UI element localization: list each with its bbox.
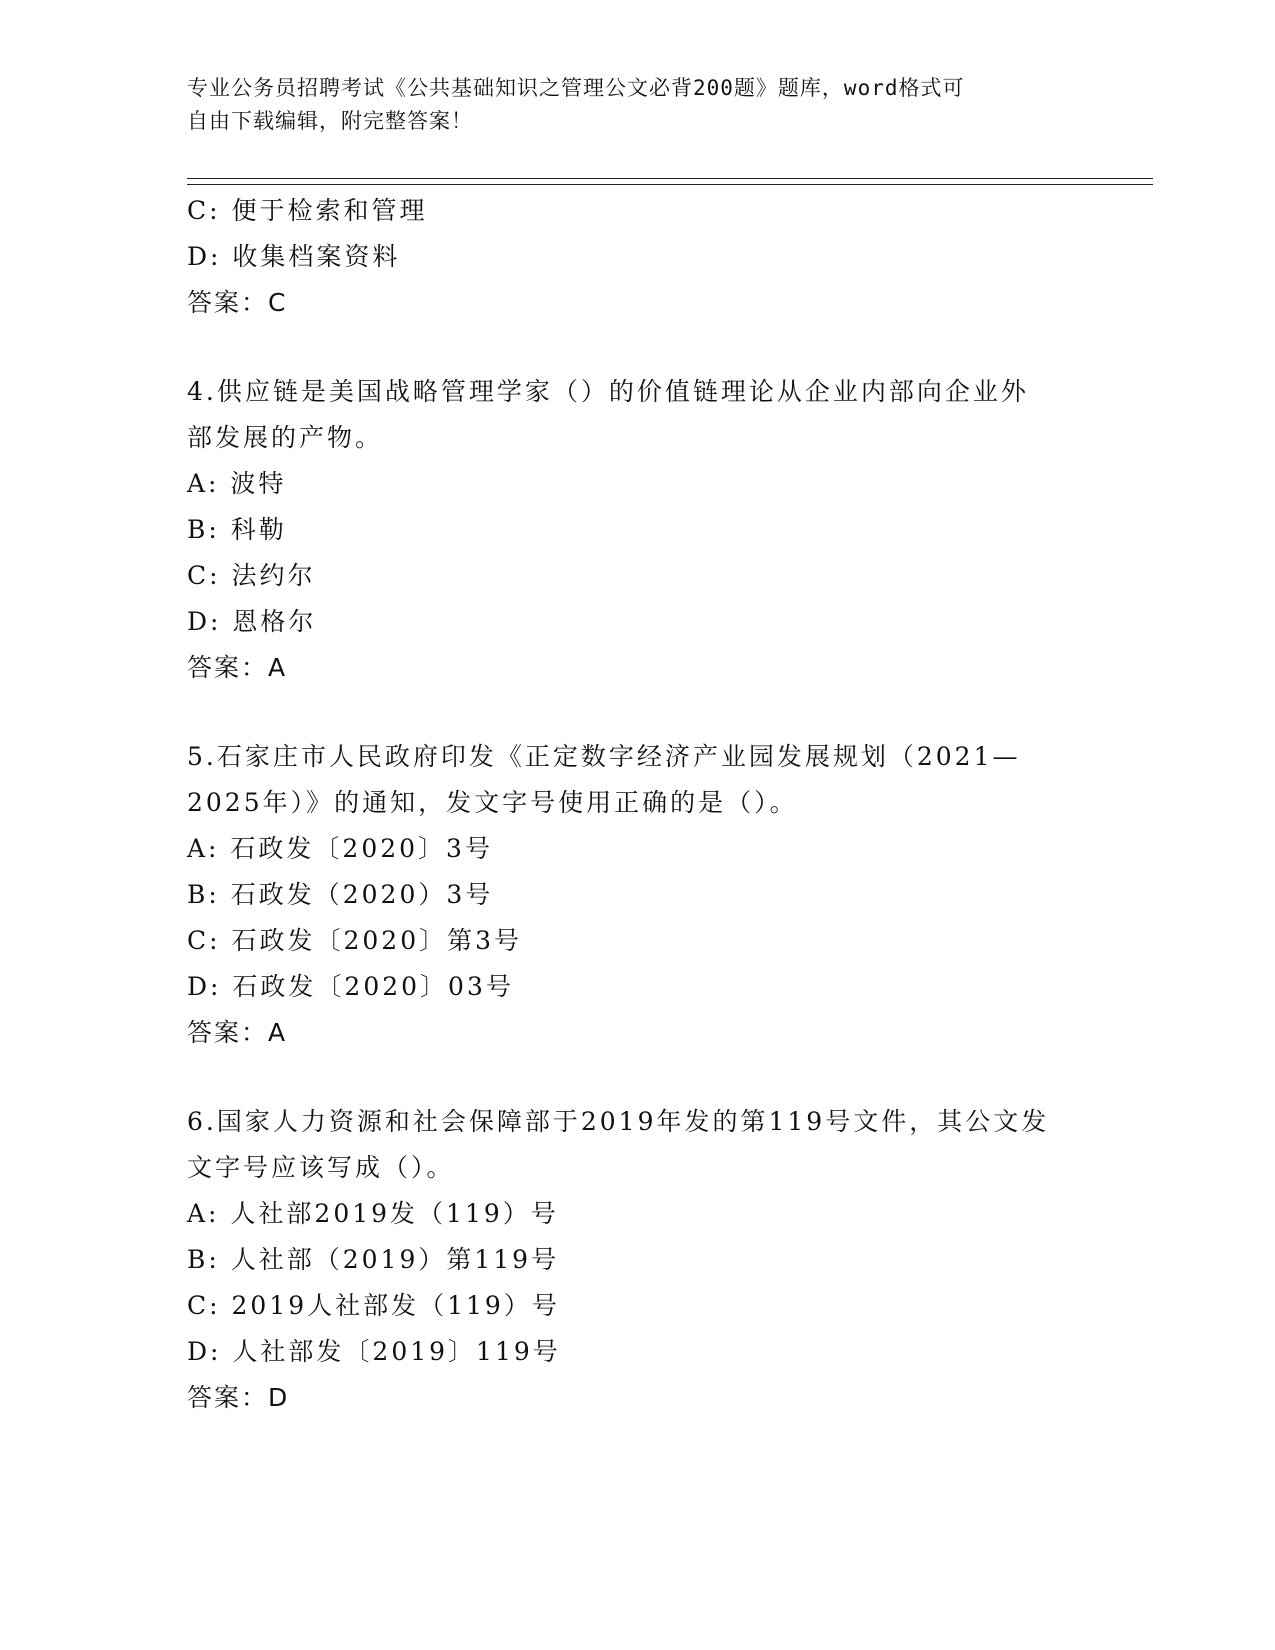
option-a: A: 石政发〔2020〕3号 — [187, 834, 493, 863]
question-text-line-2: 部发展的产物。 — [187, 423, 384, 452]
question-text-line-1: 5.石家庄市人民政府印发《正定数字经济产业园发展规划（2021— — [187, 742, 1021, 771]
question-5 — [187, 734, 1127, 1056]
document-header — [187, 72, 1067, 138]
option-d: D: 恩格尔 — [187, 607, 317, 636]
question-text-line-1: 6.国家人力资源和社会保障部于2019年发的第119号文件，其公文发 — [187, 1107, 1050, 1136]
question-6 — [187, 1099, 1127, 1421]
option-d: D: 收集档案资料 — [187, 242, 401, 271]
header-line-2: 自由下载编辑，附完整答案！ — [187, 109, 473, 133]
option-b: B: 石政发（2020）3号 — [187, 880, 494, 909]
header-divider-bottom — [187, 184, 1153, 185]
option-a: A: 波特 — [187, 469, 287, 498]
option-c: C: 2019人社部发（119）号 — [187, 1291, 560, 1320]
answer-line: 答案：A — [187, 1018, 288, 1047]
question-text-line-2: 文字号应该写成（）。 — [187, 1153, 455, 1182]
header-divider-top — [187, 178, 1153, 179]
question-3-continued — [187, 188, 1127, 326]
option-a: A: 人社部2019发（119）号 — [187, 1199, 559, 1228]
option-d: D: 石政发〔2020〕03号 — [187, 972, 514, 1001]
question-4 — [187, 369, 1127, 691]
option-c: C: 便于检索和管理 — [187, 196, 428, 225]
option-b: B: 科勒 — [187, 515, 287, 544]
option-c: C: 石政发〔2020〕第3号 — [187, 926, 523, 955]
option-c: C: 法约尔 — [187, 561, 316, 590]
answer-line: 答案：D — [187, 1383, 290, 1412]
option-b: B: 人社部（2019）第119号 — [187, 1245, 560, 1274]
answer-line: 答案：A — [187, 653, 288, 682]
answer-line: 答案：C — [187, 288, 288, 317]
question-text-line-1: 4.供应链是美国战略管理学家（）的价值链理论从企业内部向企业外 — [187, 377, 1029, 406]
header-line-1: 专业公务员招聘考试《公共基础知识之管理公文必背200题》题库，word格式可 — [187, 76, 965, 100]
question-list — [187, 188, 1127, 1421]
option-d: D: 人社部发〔2019〕119号 — [187, 1337, 561, 1366]
question-text-line-2: 2025年）》的通知，发文字号使用正确的是（）。 — [187, 788, 798, 817]
